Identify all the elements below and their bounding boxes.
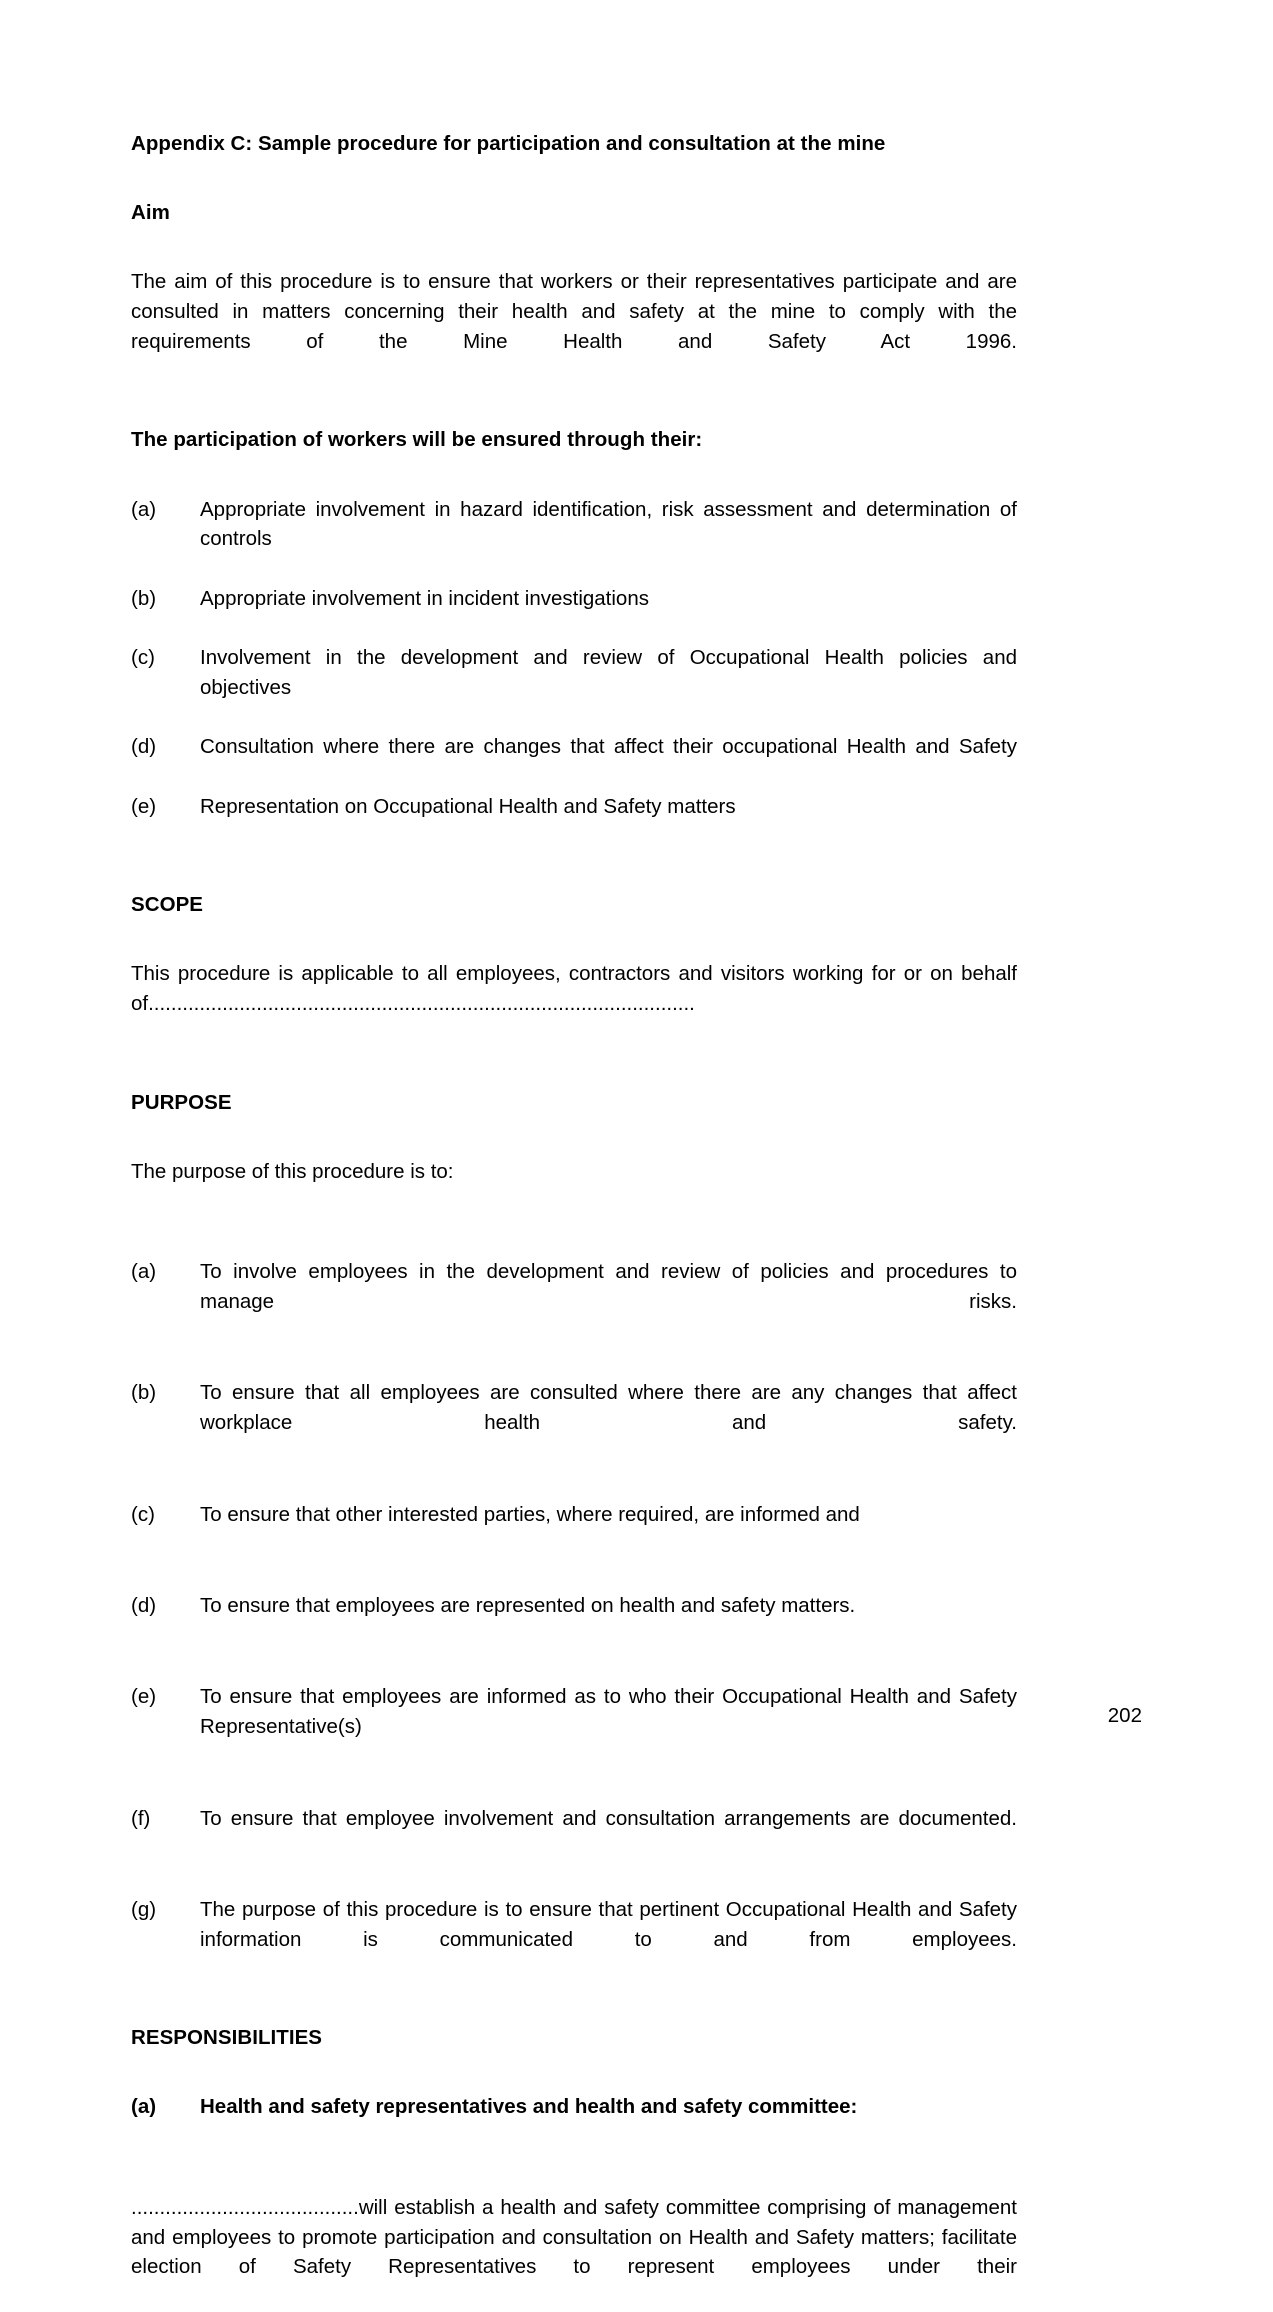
list-text: Appropriate involvement in hazard identification, risk assessment and determination of controls — [200, 497, 1017, 551]
list-item — [131, 1895, 1017, 1984]
section-heading-participation: The participation of workers will be ensured through their: — [131, 428, 703, 452]
list-marker: (c) — [131, 646, 155, 670]
list-item — [131, 1378, 1017, 1467]
list-item — [131, 792, 1017, 851]
purpose-lead: The purpose of this procedure is to: — [131, 1159, 454, 1183]
responsibilities-list — [131, 2092, 1017, 2151]
list-item — [131, 1804, 1017, 1863]
list-marker: (b) — [131, 586, 157, 610]
list-text: To ensure that employees are informed as to who their Occupational Health and Safety Representative(s) — [200, 1685, 1017, 1739]
list-marker: (b) — [131, 1381, 157, 1405]
list-text: To involve employees in the development and review of policies and procedures to manage risks. — [200, 1260, 1017, 1313]
page-content — [131, 131, 1017, 2312]
section-heading-scope: SCOPE — [131, 893, 204, 917]
list-marker: (e) — [131, 794, 157, 818]
spacer — [131, 1116, 1017, 1157]
list-text: Involvement in the development and review of Occupational Health policies and objectives — [200, 646, 1017, 699]
spacer — [131, 1216, 1017, 1257]
purpose-list — [131, 1257, 1017, 1984]
list-text: The purpose of this procedure is to ensure that pertinent Occupational Health and Safety information is communicated to and from employees. — [200, 1898, 1017, 1951]
responsibilities-paragraph: ........................................will establish a health and safety committee comprising of management and employees to promote participation and consultation on Health and Safety matters; facilitate election of Safety Representatives to represent employees under their — [131, 2195, 1017, 2279]
list-text: To ensure that employee involvement and consultation arrangements are documented. — [200, 1806, 1017, 1830]
section-heading-responsibilities: RESPONSIBILITIES — [131, 2026, 323, 2050]
list-item — [131, 584, 1017, 643]
list-text: Representation on Occupational Health and Safety matters — [200, 794, 736, 818]
section-heading-aim: Aim — [131, 201, 170, 225]
list-item — [131, 1500, 1017, 1559]
section-heading-purpose: PURPOSE — [131, 1090, 232, 1114]
list-text: To ensure that employees are represented on health and safety matters. — [200, 1594, 856, 1618]
spacer — [131, 454, 1017, 495]
list-marker: (e) — [131, 1685, 157, 1709]
list-item — [131, 643, 1017, 732]
list-text: Consultation where there are changes that affect their occupational Health and Safety — [200, 735, 1017, 759]
page-title: Appendix C: Sample procedure for participation and consultation at the mine — [131, 132, 886, 155]
list-marker: (a) — [131, 497, 157, 521]
list-marker: (f) — [131, 1806, 151, 1830]
spacer — [131, 157, 1017, 200]
list-marker: (c) — [131, 1502, 155, 1526]
aim-paragraph: The aim of this procedure is to ensure that workers or their representatives participate and are consulted in matters concerning their health and safety at the mine to comply with the requirements of the Mine Health and Safety Act 1996. — [131, 270, 1017, 353]
spacer — [131, 2051, 1017, 2092]
list-text: Health and safety representatives and health and safety committee: — [200, 2095, 858, 2119]
list-item — [131, 1591, 1017, 1650]
list-item — [131, 732, 1017, 791]
list-marker: (a) — [131, 2095, 157, 2119]
list-text: Appropriate involvement in incident investigations — [200, 586, 649, 610]
list-marker: (a) — [131, 1260, 157, 1284]
list-text: To ensure that all employees are consulted where there are any changes that affect workplace health and safety. — [200, 1381, 1017, 1435]
spacer — [131, 851, 1017, 892]
list-item — [131, 1682, 1017, 1771]
spacer — [131, 386, 1017, 427]
spacer — [131, 226, 1017, 267]
list-item — [131, 2092, 1017, 2151]
list-marker: (d) — [131, 735, 157, 759]
participation-list — [131, 495, 1017, 852]
spacer — [131, 1049, 1017, 1090]
page-number: 202 — [1107, 1703, 1142, 1727]
list-item — [131, 1257, 1017, 1346]
spacer — [131, 2152, 1017, 2193]
list-marker: (g) — [131, 1898, 157, 1922]
spacer — [131, 918, 1017, 959]
list-text: To ensure that other interested parties, where required, are informed and — [200, 1502, 860, 1526]
list-marker: (d) — [131, 1594, 157, 1618]
scope-paragraph: This procedure is applicable to all employees, contractors and visitors working for or on behalf of................................................................................................ — [131, 962, 1017, 1016]
list-item — [131, 495, 1017, 584]
spacer — [131, 1984, 1017, 2025]
